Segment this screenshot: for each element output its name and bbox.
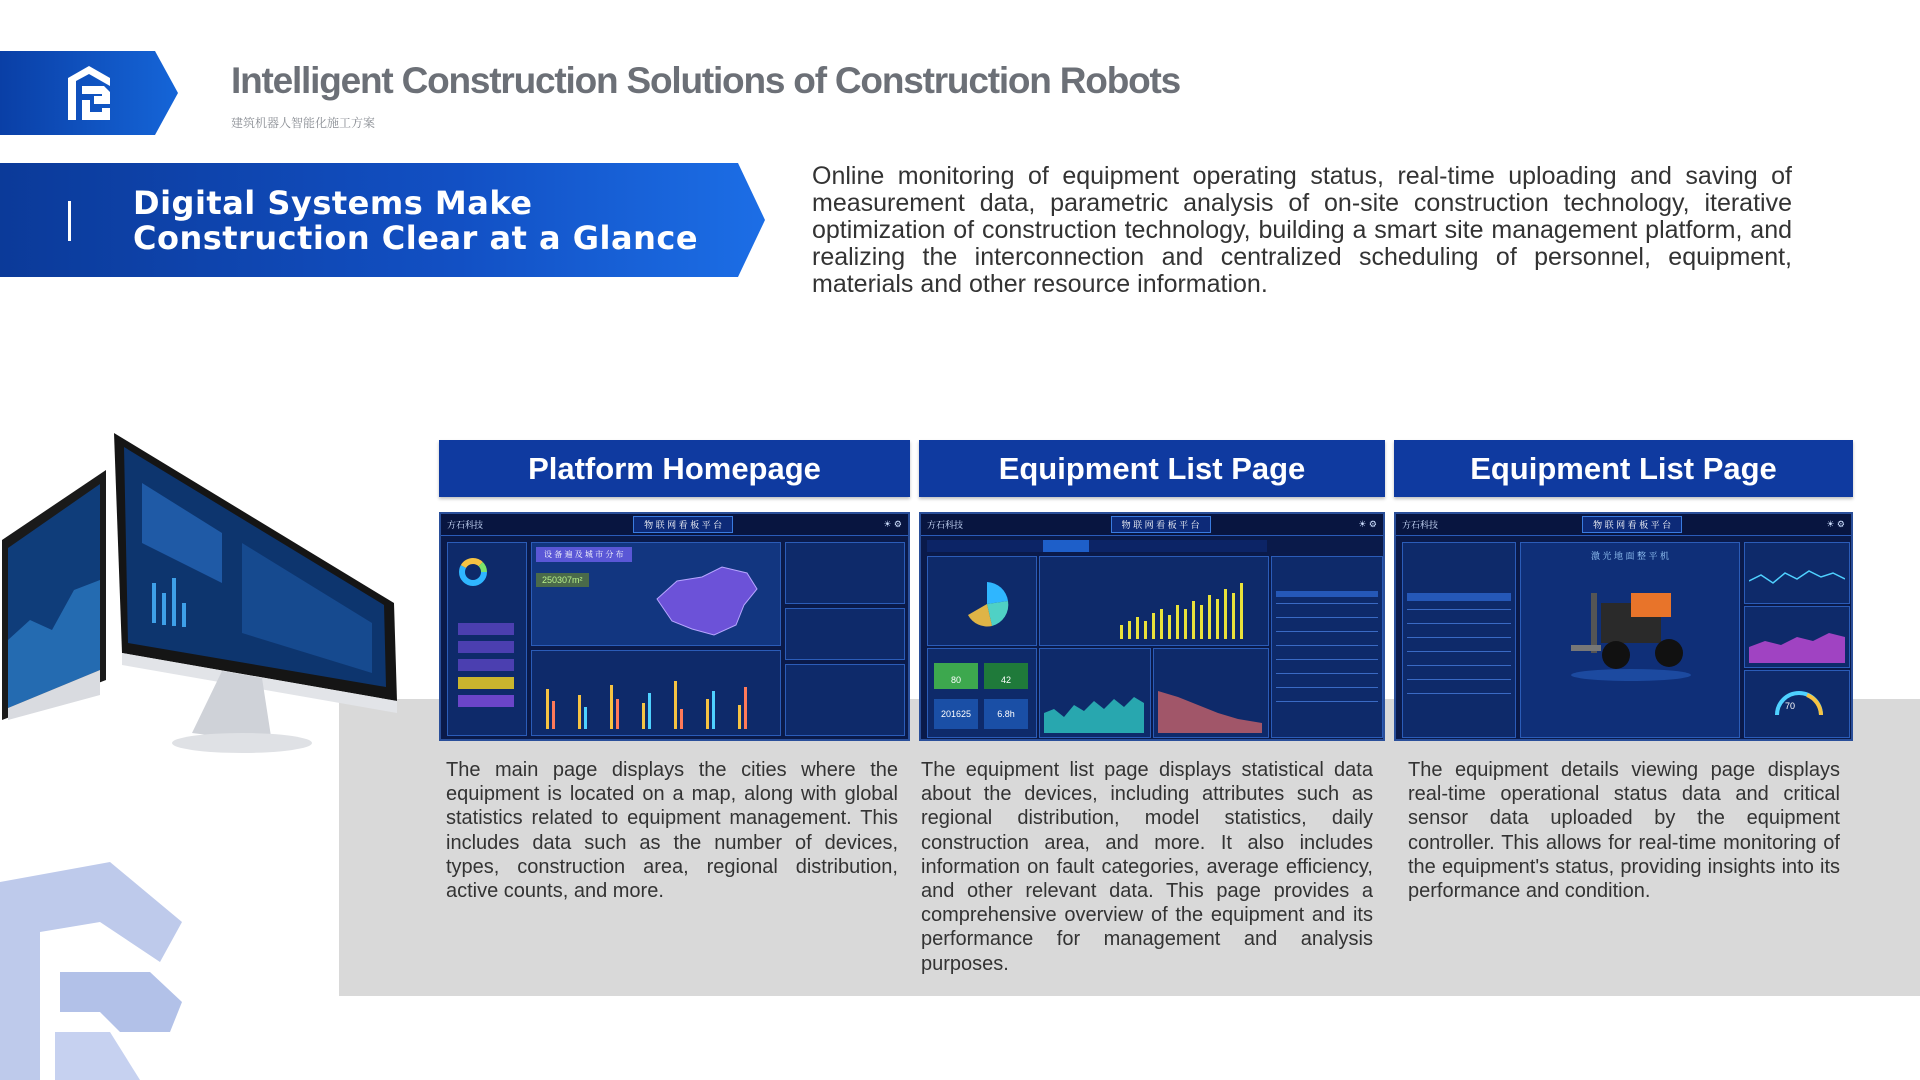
right-panel-mid [785, 608, 905, 660]
gauge-panel [1744, 670, 1850, 738]
donut-chart-icon [458, 557, 488, 587]
pie-chart-icon [962, 579, 1012, 629]
column-description-1: The main page displays the cities where the equipment is located on a map, along with global statistics related to equipment management. This includes data such as the number of devices, types, construction area, regional distribution, active counts, and more. [446, 759, 898, 903]
monitor-illustration [112, 433, 402, 763]
bar-chart [1120, 579, 1258, 639]
map-label: 设 备 遍 及 城 市 分 布 [536, 547, 632, 562]
area-chart [1749, 623, 1845, 663]
weather-icon: ☀ ⚙ [883, 519, 902, 529]
equipment-details-screenshot [1394, 512, 1853, 741]
company-logo-icon [64, 64, 114, 122]
monitor-illustration [0, 470, 110, 720]
teal-chart-panel [1039, 648, 1151, 738]
pie-chart-panel [927, 556, 1037, 646]
page-subtitle: 建筑机器人智能化施工方案 [231, 116, 376, 130]
weather-icon: ☀ ⚙ [1826, 519, 1845, 529]
dashboard-top-bar [921, 514, 1383, 536]
stat-b: 42 [984, 663, 1028, 689]
dashboard-title: 物 联 网 看 板 平 台 [1582, 516, 1682, 533]
bar-chart-panel [531, 650, 781, 736]
gauge-value: 70 [1785, 701, 1796, 711]
dashboard-top-bar [1396, 514, 1851, 536]
map-panel [531, 542, 781, 646]
equipment-table-panel [1271, 556, 1383, 738]
right-panel-bottom [785, 664, 905, 736]
dashboard-brand: 方石科技 [447, 520, 484, 530]
active-tab[interactable] [1043, 540, 1089, 552]
machine-view-panel [1520, 542, 1740, 738]
weather-icon: ☀ ⚙ [1358, 519, 1377, 529]
dashboard-title: 物 联 网 看 板 平 台 [1111, 516, 1211, 533]
page-title: Intelligent Construction Solutions of Construction Robots [231, 60, 1181, 101]
purple-area-panel [1744, 606, 1850, 668]
device-list-panel [1402, 542, 1516, 738]
column-heading-equipment-list: Equipment List Page [919, 440, 1385, 497]
screed-robot-illustration [1561, 583, 1701, 683]
area-value: 250307m² [536, 573, 589, 587]
watermark-logo-icon [0, 862, 182, 1080]
column-heading-platform-homepage: Platform Homepage [439, 440, 910, 497]
yellow-bar-chart-panel [1039, 556, 1269, 646]
platform-homepage-screenshot [439, 512, 910, 741]
left-stats-panel [447, 542, 527, 736]
stat-a: 80 [934, 663, 978, 689]
area-chart [1044, 683, 1144, 733]
line-chart-panel [1744, 542, 1850, 604]
stat-d: 6.8h [984, 699, 1028, 729]
red-chart-panel [1153, 648, 1269, 738]
dashboard-brand: 方石科技 [927, 520, 964, 530]
right-panel-top [785, 542, 905, 604]
equipment-list-screenshot [919, 512, 1385, 741]
stat-c: 201625 [934, 699, 978, 729]
bar-chart [538, 669, 774, 729]
banner-title: Digital Systems Make Construction Clear at a Glance [133, 184, 699, 257]
stats-panel [927, 648, 1037, 738]
column-heading-equipment-details: Equipment List Page [1394, 440, 1853, 497]
gauge-icon [1771, 679, 1827, 719]
line-chart [1749, 561, 1845, 597]
banner-divider [68, 201, 71, 241]
tab-strip [927, 540, 1267, 552]
machine-name: 激 光 地 面 整 平 机 [1590, 551, 1669, 561]
dashboard-title: 物 联 网 看 板 平 台 [633, 516, 733, 533]
intro-paragraph: Online monitoring of equipment operating status, real-time uploading and saving of measurement data, parametric analysis of on-site construction technology, iterative optimization of construction technology, building a smart site management platform, and realizing the interconnection and centralized scheduling of personnel, equipment, materials and other resource information. [812, 162, 1792, 298]
dashboard-top-bar [441, 514, 908, 536]
area-chart [1158, 683, 1262, 733]
dashboard-brand: 方石科技 [1402, 520, 1439, 530]
column-description-2: The equipment list page displays statistical data about the devices, including attributes such as regional distribution, model statistics, daily construction area, and more. It also includes information on fault categories, average efficiency, and other relevant data. This page provides a comprehensive overview of the equipment and its performance for management and analysis purposes. [921, 759, 1373, 975]
column-description-3: The equipment details viewing page displays real-time operational status data and critical sensor data uploaded by the equipment controller. This allows for real-time monitoring of the equipment's status, providing insights into its performance and condition. [1408, 759, 1840, 903]
china-map-icon [652, 559, 762, 639]
